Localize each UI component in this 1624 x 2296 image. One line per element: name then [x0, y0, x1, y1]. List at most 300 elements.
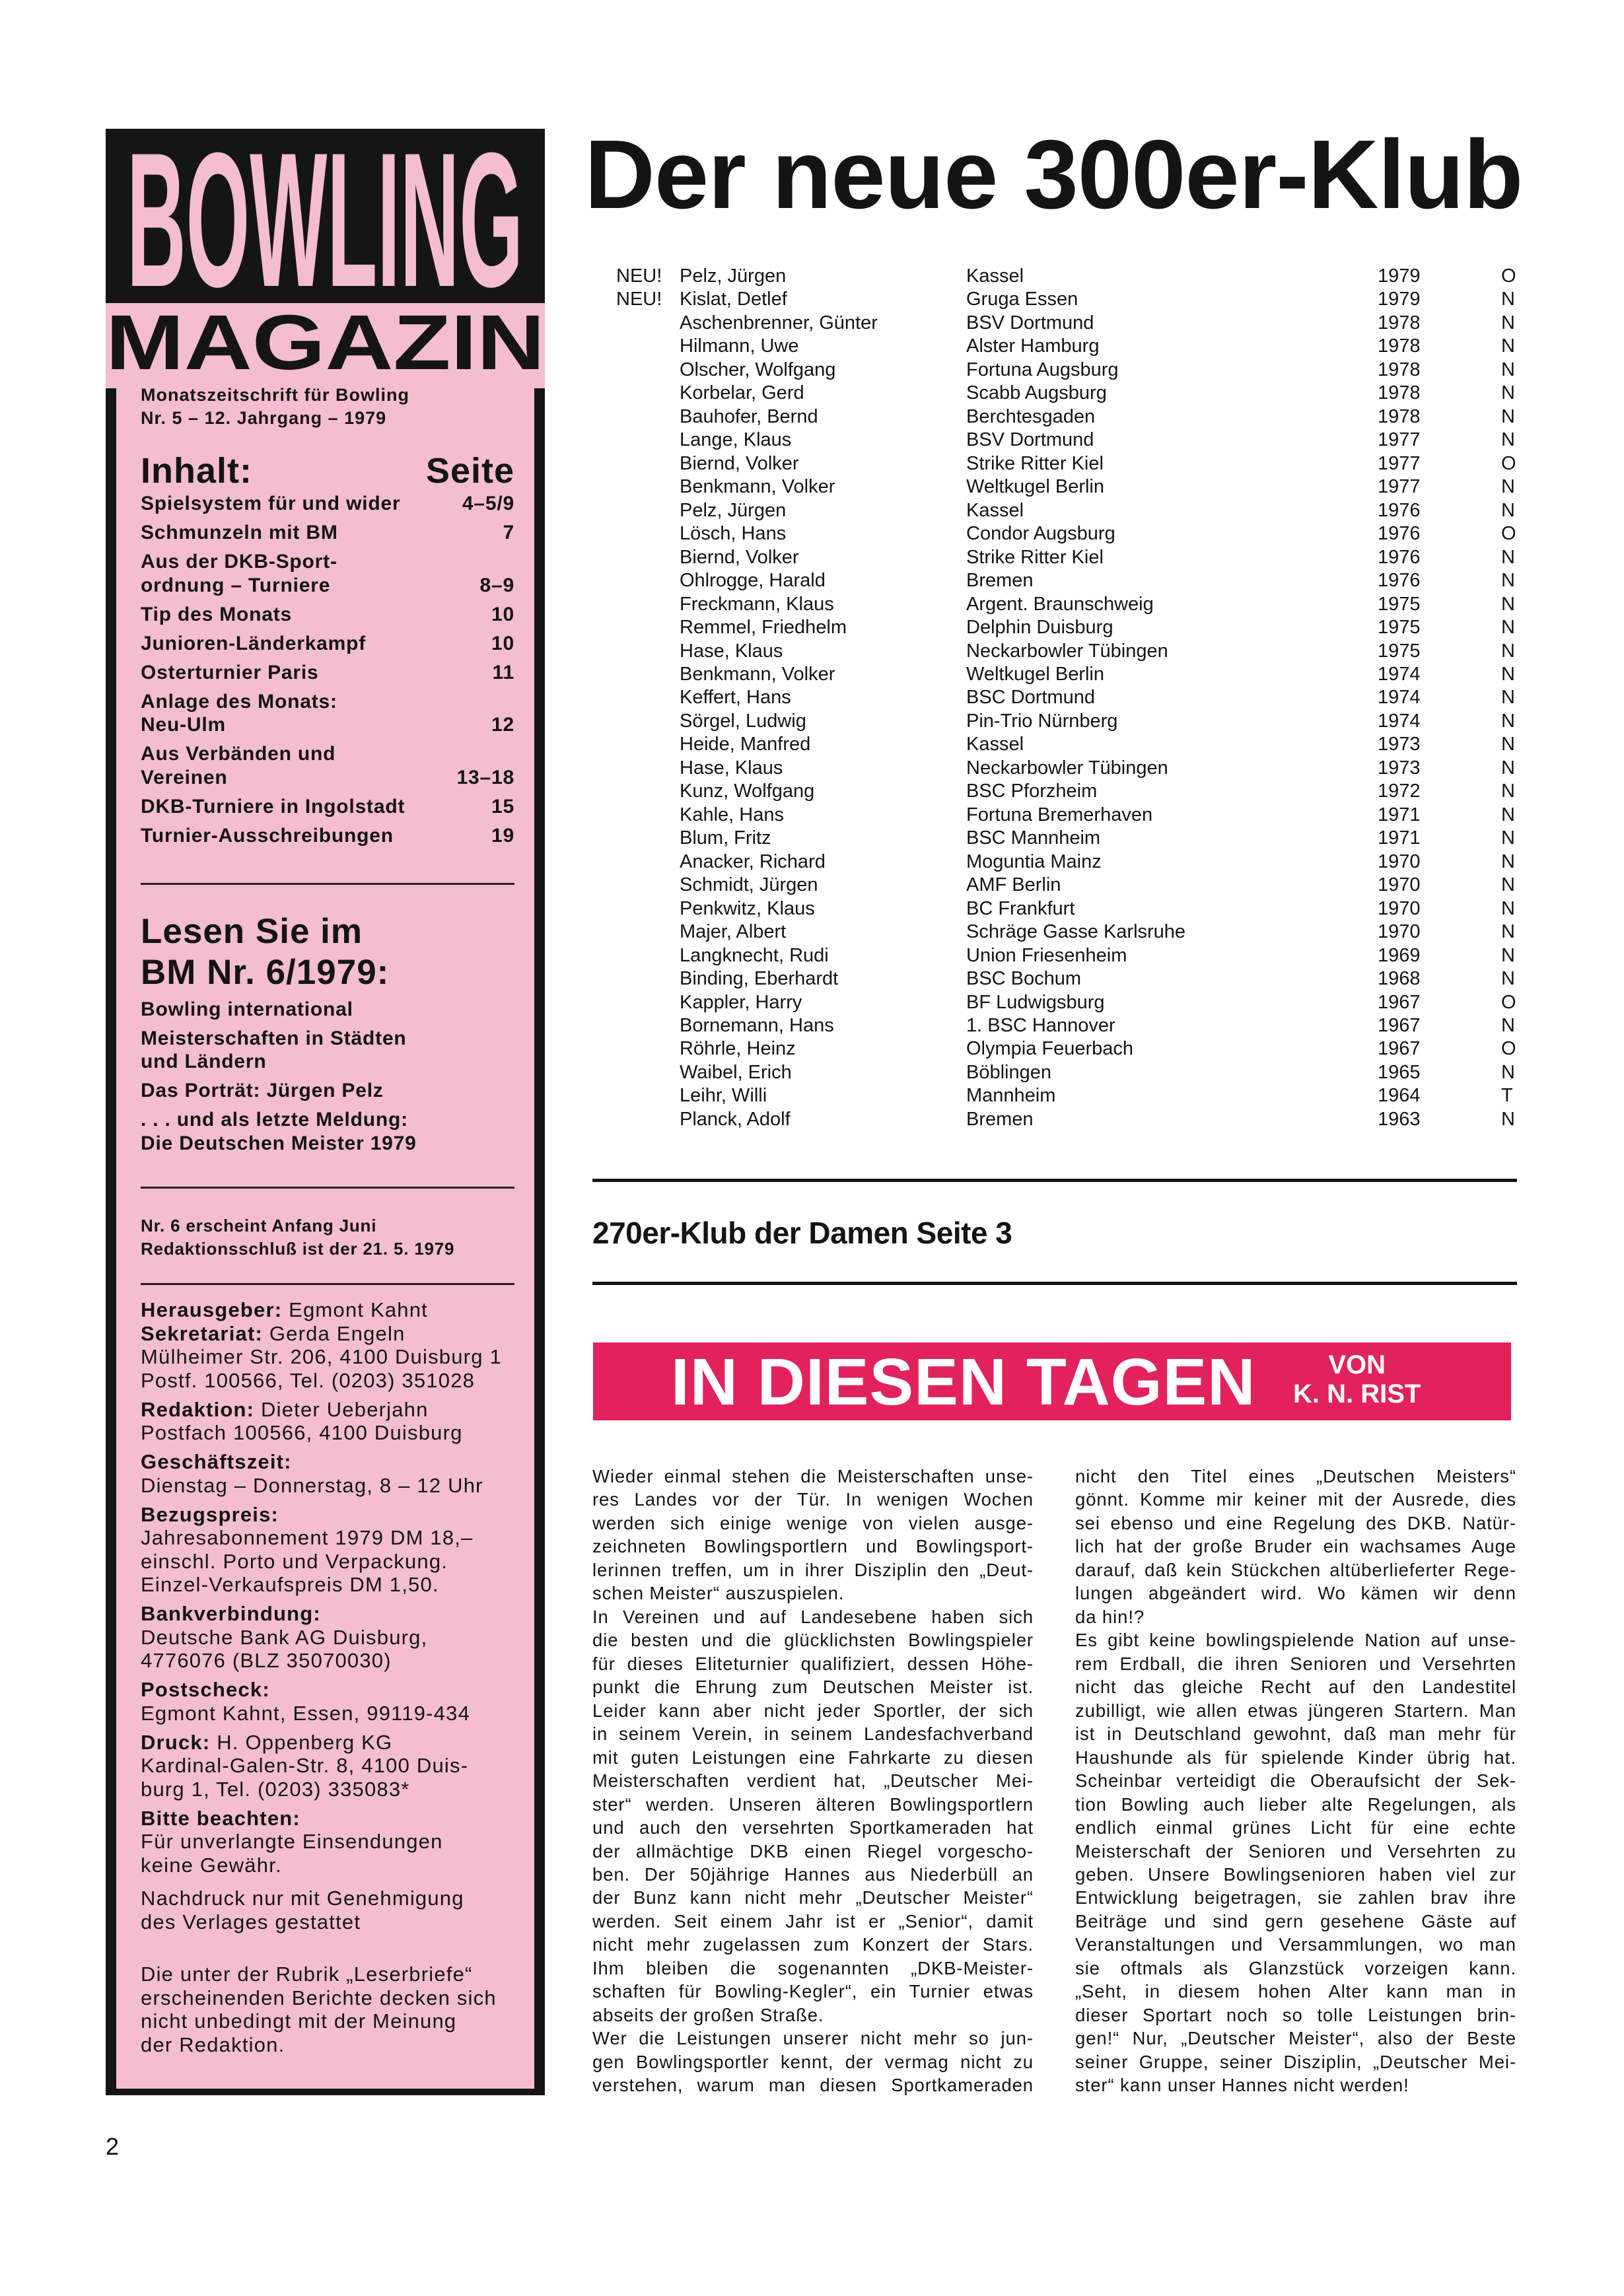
category-code: N — [1501, 382, 1515, 404]
table-row — [614, 288, 1526, 311]
subtitle-line: Monatszeitschrift für Bowling — [141, 385, 409, 405]
article-line: verstehen, warum man diesen Sportkameraden — [592, 2075, 1034, 2096]
table-row — [614, 312, 1526, 335]
table-row — [614, 663, 1526, 686]
divider — [141, 1187, 514, 1189]
category-code: N — [1501, 827, 1515, 849]
year: 1971 — [1378, 827, 1421, 849]
article-line: da hin!? — [1075, 1606, 1145, 1627]
toc-entry — [141, 632, 514, 656]
category-code: O — [1501, 265, 1516, 287]
player-name: Bornemann, Hans — [680, 1015, 834, 1036]
imprint-letters-disclaimer: der Redaktion. — [141, 2033, 285, 2056]
player-name: Kunz, Wolfgang — [680, 781, 815, 802]
category-code: N — [1501, 289, 1515, 310]
imprint-hours-value: Dienstag – Donnerstag, 8 – 12 Uhr — [141, 1473, 483, 1497]
player-name: Anacker, Richard — [680, 851, 826, 872]
article-line: Meisterschaft der Senioren und Versehrten zu — [1075, 1840, 1516, 1861]
article-line: mit guten Leistungen eine Fahrkarte zu diesen — [592, 1747, 1034, 1768]
player-name: Röhrle, Heinz — [680, 1038, 796, 1060]
category-code: N — [1501, 851, 1515, 872]
table-row — [614, 265, 1526, 288]
category-code: N — [1501, 335, 1515, 357]
club-name: Pin-Trio Nürnberg — [966, 710, 1118, 732]
article-line: res Landes vor der Tür. In wenigen Wochen — [592, 1489, 1034, 1510]
toc-entry-page: 10 — [491, 632, 514, 654]
year: 1973 — [1378, 734, 1421, 755]
club-name: Berchtesgaden — [966, 405, 1096, 427]
divider — [141, 1283, 514, 1285]
imprint-reprint: des Verlages gestattet — [141, 1910, 361, 1933]
category-code: O — [1501, 523, 1516, 545]
table-row — [614, 475, 1526, 499]
article-line: rem Erdball, die ihren Senioren und Versehrten — [1075, 1653, 1516, 1674]
article-line: In Vereinen und auf Landesebene haben sich — [592, 1606, 1034, 1627]
article-column-right — [1075, 1465, 1516, 2097]
article-column-left — [592, 1465, 1034, 2097]
article-line: lich hat der große Bruder ein wachsames Auge — [1075, 1536, 1516, 1557]
table-row — [614, 710, 1526, 733]
imprint-letters-disclaimer: Die unter der Rubrik „Leserbriefe“ — [141, 1963, 473, 1986]
player-name: Schmidt, Jürgen — [680, 874, 818, 896]
toc-entry-page: 19 — [491, 824, 514, 847]
table-row — [614, 1108, 1526, 1131]
article-line: ster“ werden. Unseren älteren Bowlingsportlern — [592, 1793, 1034, 1815]
table-row — [614, 967, 1526, 991]
toc-entry-page: 13–18 — [456, 766, 514, 788]
damen-club-note: 270er-Klub der Damen Seite 3 — [592, 1216, 1012, 1250]
new-badge: NEU! — [616, 265, 662, 287]
magazine-subtitle — [141, 384, 514, 430]
category-code: O — [1501, 1038, 1516, 1060]
issue-line: Nr. 5 – 12. Jahrgang – 1979 — [141, 408, 387, 428]
article-line: gönnt. Komme mir keiner mit der Ausrede, dies — [1075, 1489, 1516, 1510]
page-title: Der neue 300er-Klub — [584, 120, 1523, 229]
category-code: N — [1501, 405, 1515, 427]
sidebar-box — [106, 129, 545, 2095]
article-line: darauf, daß kein Stückchen altüberlieferter Rege- — [1075, 1559, 1516, 1580]
year: 1978 — [1378, 382, 1421, 404]
player-name: Pelz, Jürgen — [680, 265, 787, 287]
player-name: Kappler, Harry — [680, 991, 802, 1013]
contents-heading: Inhalt: — [141, 451, 252, 491]
category-code: N — [1501, 944, 1515, 966]
imprint-bank-label: Bankverbindung: — [141, 1602, 321, 1625]
year: 1973 — [1378, 757, 1421, 779]
next-issue-item: Meisterschaften in Städten und Ländern — [141, 1027, 407, 1072]
imprint-price: einschl. Porto und Verpackung. — [141, 1549, 448, 1573]
article-line: punkt die Ehrung zum Deutschen Meister ist. — [592, 1677, 1034, 1698]
club-name: BF Ludwigsburg — [966, 991, 1105, 1013]
toc-entry-page: 4–5/9 — [462, 493, 514, 514]
toc-entry — [141, 603, 514, 627]
club-name: Schräge Gasse Karlsruhe — [966, 921, 1186, 943]
club-name: Alster Hamburg — [966, 335, 1100, 357]
player-name: Langknecht, Rudi — [680, 944, 829, 966]
bottom-border — [106, 2089, 545, 2095]
club-name: Weltkugel Berlin — [966, 663, 1105, 685]
player-name: Benkmann, Volker — [680, 476, 835, 498]
imprint-postbox: Postf. 100566, Tel. (0203) 351028 — [141, 1368, 476, 1392]
player-name: Lösch, Hans — [680, 523, 787, 545]
article-line: „Seht, in diesem hohen Alter kann man in — [1075, 1981, 1516, 2002]
article-line: dieser Sportart noch so tolle Leistungen brin- — [1075, 2004, 1516, 2025]
article-line: der Bunz kann nicht mehr „Deutscher Meister“ — [592, 1887, 1034, 1908]
club-name: Fortuna Augsburg — [966, 359, 1119, 380]
new-badge: NEU! — [616, 289, 662, 310]
year: 1967 — [1378, 1015, 1421, 1036]
toc-entry — [141, 550, 514, 597]
table-row — [614, 382, 1526, 405]
imprint-editor: Redaktion: Dieter Ueberjahn — [141, 1397, 429, 1421]
imprint-hours: Geschäftszeit: — [141, 1450, 292, 1473]
table-row — [614, 335, 1526, 358]
year: 1976 — [1378, 499, 1421, 521]
year: 1964 — [1378, 1085, 1421, 1107]
table-row — [614, 921, 1526, 944]
toc-entry-title: Anlage des Monats: Neu-Ulm — [141, 690, 337, 736]
year: 1972 — [1378, 781, 1421, 802]
logo-bowling-text: BOWLING — [127, 129, 523, 303]
category-code: N — [1501, 546, 1515, 568]
publication-notice — [141, 1214, 514, 1261]
year: 1970 — [1378, 921, 1421, 943]
club-name: BC Frankfurt — [966, 897, 1075, 919]
player-name: Blum, Fritz — [680, 827, 771, 849]
article-line: lerinnen treffen, um in ihrer Disziplin den „Deut- — [592, 1559, 1034, 1580]
year: 1974 — [1378, 710, 1421, 732]
imprint-notice: Für unverlangte Einsendungen — [141, 1830, 443, 1853]
divider — [592, 1282, 1517, 1285]
imprint-editor-address: Postfach 100566, 4100 Duisburg — [141, 1421, 463, 1444]
table-row — [614, 874, 1526, 897]
article-line: der allmächtige DKB einen Riegel vorgescho- — [592, 1840, 1034, 1861]
toc-entry-page: 15 — [491, 795, 514, 818]
article-line: Ihm bleiben die sogenannten „DKB-Meister- — [592, 1957, 1034, 1978]
table-row — [614, 593, 1526, 616]
player-name: Planck, Adolf — [680, 1108, 791, 1130]
article-line: gen!“ Nur, „Deutscher Meister“, also der Beste — [1075, 2028, 1516, 2049]
club-name: Union Friesenheim — [966, 944, 1127, 966]
year: 1978 — [1378, 335, 1421, 357]
article-line: Scheinbar verteidigt die Oberaufsicht der Sek- — [1075, 1770, 1516, 1792]
player-name: Hilmann, Uwe — [680, 335, 799, 357]
article-line: sei ebenso und eine Regelung des DKB. Natür- — [1075, 1512, 1516, 1533]
next-issue-heading: Lesen Sie im — [141, 912, 363, 951]
imprint-bank: Deutsche Bank AG Duisburg, — [141, 1625, 428, 1649]
category-code: N — [1501, 968, 1515, 990]
year: 1978 — [1378, 312, 1421, 333]
year: 1974 — [1378, 687, 1421, 709]
toc-entry-title: Aus der DKB-Sport- ordnung – Turniere — [141, 551, 337, 596]
article-line: gen Bowlingsportler kennt, der vermag nicht zu — [592, 2051, 1034, 2072]
year: 1970 — [1378, 897, 1421, 919]
article-line: und auch den versehrten Sportkameraden hat — [592, 1817, 1034, 1838]
category-code: N — [1501, 804, 1515, 825]
club-name: BSC Pforzheim — [966, 781, 1098, 802]
imprint-printer: Druck: H. Oppenberg KG — [141, 1730, 393, 1754]
publication-date: Nr. 6 erscheint Anfang Juni — [141, 1216, 377, 1235]
category-code: N — [1501, 897, 1515, 919]
article-line: lungen abgeändert wird. Wo kämen wir denn — [1075, 1583, 1516, 1604]
club-name: Kassel — [966, 265, 1024, 287]
toc-entry — [141, 742, 514, 789]
toc-entry-title: Aus Verbänden und Vereinen — [141, 743, 336, 788]
year: 1979 — [1378, 289, 1421, 310]
category-code: N — [1501, 663, 1515, 685]
year: 1971 — [1378, 804, 1421, 825]
player-name: Hase, Klaus — [680, 640, 783, 662]
club-name: Weltkugel Berlin — [966, 476, 1105, 498]
player-name: Ohlrogge, Harald — [680, 570, 826, 592]
player-name: Biernd, Volker — [680, 546, 799, 568]
table-of-contents — [141, 492, 514, 847]
player-name: Freckmann, Klaus — [680, 593, 834, 615]
year: 1975 — [1378, 617, 1421, 639]
table-row — [614, 1084, 1526, 1107]
toc-entry-title: Spielsystem für und wider — [141, 493, 401, 514]
club-name: Neckarbowler Tübingen — [966, 640, 1168, 662]
year: 1975 — [1378, 593, 1421, 615]
article-line: für dieses Eliteturnier qualifiziert, dessen Höhe- — [592, 1653, 1034, 1674]
club-name: Strike Ritter Kiel — [966, 546, 1104, 568]
table-row — [614, 757, 1526, 780]
category-code: N — [1501, 734, 1515, 755]
imprint-letters-disclaimer: nicht unbedingt mit der Meinung — [141, 2009, 457, 2033]
next-issue-item: . . . und als letzte Meldung: Die Deutschen Meister 1979 — [141, 1109, 417, 1154]
club-name: AMF Berlin — [966, 874, 1061, 896]
toc-entry-page: 11 — [492, 661, 514, 683]
article-line: werden. Seit einem Jahr ist er „Senior“, damit — [592, 1910, 1034, 1931]
article-line: in seinem Verein, in seinem Landesfachverband — [592, 1723, 1034, 1745]
imprint — [141, 1298, 537, 2056]
year: 1970 — [1378, 874, 1421, 896]
player-name: Biernd, Volker — [680, 452, 799, 474]
toc-entry-title: Tip des Monats — [141, 603, 293, 625]
player-name: Olscher, Wolfgang — [680, 359, 836, 380]
toc-entry — [141, 824, 514, 848]
imprint-secretariat: Sekretariat: Gerda Engeln — [141, 1321, 406, 1345]
article-line: schen Meister“ auszuspielen. — [592, 1583, 845, 1604]
player-name: Aschenbrenner, Günter — [680, 312, 878, 333]
year: 1978 — [1378, 359, 1421, 380]
toc-entry-title: Schmunzeln mit BM — [141, 522, 338, 543]
imprint-reprint: Nachdruck nur mit Genehmigung — [141, 1887, 464, 1910]
article-line: zeichneten Bowlingsportlern und Bowlingsport- — [592, 1536, 1034, 1557]
club-name: BSC Dortmund — [966, 687, 1096, 709]
table-row — [614, 359, 1526, 382]
club-name: Neckarbowler Tübingen — [966, 757, 1168, 779]
article-line: sie oftmals als Glanzstück vorzeigen kann. — [1075, 1957, 1516, 1978]
imprint-printer-address: Kardinal-Galen-Str. 8, 4100 Duis- — [141, 1754, 469, 1777]
table-row — [614, 827, 1526, 850]
category-code: N — [1501, 617, 1515, 639]
imprint-letters-disclaimer: erscheinenden Berichte decken sich — [141, 1986, 497, 2009]
club-name: Moguntia Mainz — [966, 851, 1102, 872]
table-row — [614, 851, 1526, 874]
club-name: Bremen — [966, 1108, 1034, 1130]
player-name: Waibel, Erich — [680, 1061, 792, 1083]
contents-header — [141, 450, 514, 491]
player-name: Pelz, Jürgen — [680, 499, 787, 521]
player-name: Lange, Klaus — [680, 429, 792, 451]
imprint-notice: keine Gewähr. — [141, 1853, 282, 1877]
left-border — [106, 388, 116, 2095]
table-row — [614, 944, 1526, 967]
club-name: Delphin Duisburg — [966, 617, 1113, 639]
article-line: tion Bowling auch lieber alte Regelungen, als — [1075, 1793, 1516, 1815]
article-line: zubilligt, wie allen etwas jüngeren Startern. Man — [1075, 1700, 1516, 1721]
imprint-price-label: Bezugspreis: — [141, 1502, 279, 1526]
imprint-printer-address: burg 1, Tel. (0203) 335083* — [141, 1777, 410, 1801]
magazine-logo — [106, 129, 545, 303]
divider — [592, 1179, 1517, 1182]
club-name: Scabb Augsburg — [966, 382, 1107, 404]
toc-entry-page: 10 — [491, 603, 514, 625]
category-code: N — [1501, 710, 1515, 732]
club-name: Mannheim — [966, 1085, 1056, 1107]
next-issue-number: BM Nr. 6/1979: — [141, 953, 390, 992]
article-line: nicht mehr zugelassen zum Konzert der Stars. — [592, 1934, 1034, 1955]
banner-by-label: VON — [1328, 1350, 1386, 1379]
table-row — [614, 686, 1526, 709]
category-code: N — [1501, 781, 1515, 802]
year: 1979 — [1378, 265, 1421, 287]
toc-entry-page: 7 — [503, 522, 514, 543]
next-issue-item: Das Porträt: Jürgen Pelz — [141, 1080, 384, 1101]
article-line: Meisterschaften verdient hat, „Deutscher Mei- — [592, 1770, 1034, 1792]
category-code: N — [1501, 640, 1515, 662]
table-row — [614, 1037, 1526, 1061]
player-name: Heide, Manfred — [680, 734, 811, 755]
toc-entry-title: DKB-Turniere in Ingolstadt — [141, 795, 406, 818]
article-line: die besten und die glücklichsten Bowlingspieler — [592, 1630, 1034, 1651]
club-name: Olympia Feuerbach — [966, 1038, 1134, 1060]
year: 1967 — [1378, 991, 1421, 1013]
banner-title: IN DIESEN TAGEN — [671, 1345, 1256, 1419]
article-line: ster“ kann unser Hannes nicht werden! — [1075, 2075, 1409, 2096]
club-name: BSC Mannheim — [966, 827, 1101, 849]
imprint-publisher: Herausgeber: Egmont Kahnt — [141, 1298, 428, 1321]
article-line: Veranstaltungen und Versammlungen, wo man — [1075, 1934, 1516, 1955]
club-name: 1. BSC Hannover — [966, 1015, 1115, 1036]
article-line: geben. Unsere Bowlingsenioren haben viel zur — [1075, 1863, 1516, 1885]
page-number: 2 — [106, 2133, 120, 2160]
player-name: Sörgel, Ludwig — [680, 710, 806, 732]
club-name: Kassel — [966, 734, 1024, 755]
year: 1967 — [1378, 1038, 1421, 1060]
imprint-price: Jahresabonnement 1979 DM 18,– — [141, 1526, 474, 1549]
year: 1977 — [1378, 429, 1421, 451]
next-issue — [141, 911, 514, 1155]
player-name: Majer, Albert — [680, 921, 787, 943]
category-code: N — [1501, 757, 1515, 779]
year: 1976 — [1378, 546, 1421, 568]
table-row — [614, 499, 1526, 522]
category-code: N — [1501, 312, 1515, 333]
year: 1977 — [1378, 452, 1421, 474]
article-line: Wieder einmal stehen die Meisterschaften unse- — [592, 1466, 1034, 1486]
player-name: Korbelar, Gerd — [680, 382, 804, 404]
player-name: Remmel, Friedhelm — [680, 617, 847, 639]
toc-entry — [141, 661, 514, 685]
year: 1977 — [1378, 476, 1421, 498]
player-name: Benkmann, Volker — [680, 663, 835, 685]
table-row — [614, 804, 1526, 827]
table-row — [614, 640, 1526, 663]
year: 1965 — [1378, 1061, 1421, 1083]
column-banner — [593, 1342, 1511, 1420]
table-row — [614, 1014, 1526, 1037]
table-row — [614, 616, 1526, 639]
category-code: N — [1501, 1108, 1515, 1130]
year: 1970 — [1378, 851, 1421, 872]
club-name: Fortuna Bremerhaven — [966, 804, 1153, 825]
table-row — [614, 405, 1526, 429]
imprint-price: Einzel-Verkaufspreis DM 1,50. — [141, 1573, 439, 1596]
category-code: N — [1501, 874, 1515, 896]
article-line: abseits der großen Straße. — [592, 2004, 824, 2025]
category-code: N — [1501, 1061, 1515, 1083]
article-line: Leider kann aber nicht jeder Sportler, der sich — [592, 1700, 1034, 1721]
category-code: O — [1501, 452, 1516, 474]
table-row — [614, 429, 1526, 452]
year: 1969 — [1378, 944, 1421, 966]
club-name: Strike Ritter Kiel — [966, 452, 1104, 474]
imprint-address: Mülheimer Str. 206, 4100 Duisburg 1 — [141, 1345, 502, 1368]
category-code: T — [1501, 1085, 1513, 1107]
article-line: seiner Gruppe, seiner Disziplin, „Deutscher Mei- — [1075, 2051, 1516, 2072]
club-name: Böblingen — [966, 1061, 1051, 1083]
year: 1963 — [1378, 1108, 1421, 1130]
article-line: Wer die Leistungen unserer nicht mehr so jun- — [592, 2028, 1034, 2049]
toc-entry-title: Turnier-Ausschreibungen — [141, 824, 394, 847]
divider — [141, 883, 514, 885]
toc-entry — [141, 521, 514, 545]
category-code: N — [1501, 429, 1515, 451]
category-code: N — [1501, 593, 1515, 615]
category-code: N — [1501, 921, 1515, 943]
article-line: Entwicklung beigetragen, sie zahlen brav ihre — [1075, 1887, 1516, 1908]
table-row — [614, 452, 1526, 475]
article-line: ist in Deutschland gewohnt, daß man mehr für — [1075, 1723, 1516, 1745]
player-name: Keffert, Hans — [680, 687, 791, 709]
club-name: BSV Dortmund — [966, 429, 1094, 451]
club-name: BSC Bochum — [966, 968, 1082, 990]
logo-magazin-text: MAGAZIN — [106, 308, 545, 374]
club-name: Condor Augsburg — [966, 523, 1115, 545]
table-row — [614, 897, 1526, 921]
player-name: Penkwitz, Klaus — [680, 897, 815, 919]
article-line: endlich einmal grünes Licht für eine echte — [1075, 1817, 1516, 1838]
table-row — [614, 780, 1526, 803]
year: 1978 — [1378, 405, 1421, 427]
club-300-list — [614, 265, 1526, 1131]
article-line: werden sich einige wenige von vielen ausge- — [592, 1512, 1034, 1533]
player-name: Binding, Eberhardt — [680, 968, 839, 990]
logo-magazin — [106, 308, 545, 374]
year: 1975 — [1378, 640, 1421, 662]
category-code: N — [1501, 570, 1515, 592]
banner-author — [1293, 1350, 1421, 1409]
article-line: schaften für Bowling-Kegler“, ein Turnier etwas — [592, 1981, 1034, 2002]
player-name: Bauhofer, Bernd — [680, 405, 818, 427]
article-line: Es gibt keine bowlingspielende Nation auf unse- — [1075, 1630, 1516, 1651]
player-name: Hase, Klaus — [680, 757, 783, 779]
article-line: nicht den Titel eines „Deutschen Meisters“ — [1075, 1466, 1516, 1486]
table-row — [614, 991, 1526, 1014]
article-line: ben. Der 50jährige Hannes aus Niederbüll an — [592, 1863, 1034, 1885]
